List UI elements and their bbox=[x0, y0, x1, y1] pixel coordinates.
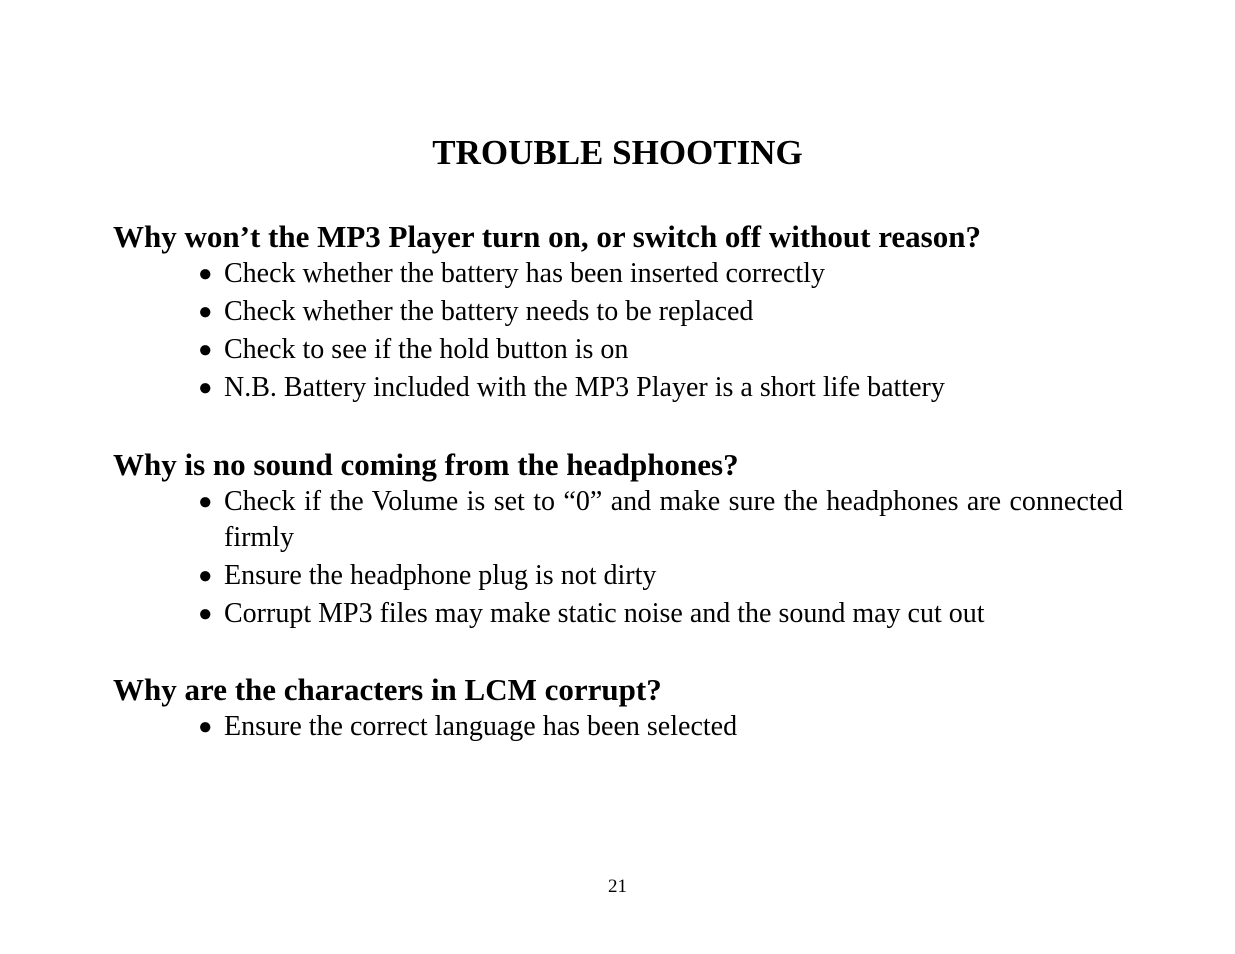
list-item bbox=[113, 709, 1123, 745]
list-item-text: Check to see if the hold button is on bbox=[224, 334, 629, 365]
bullet-icon: ● bbox=[198, 714, 213, 740]
page-title: TROUBLE SHOOTING bbox=[432, 133, 803, 172]
list-item-text: Ensure the correct language has been selected bbox=[224, 711, 738, 742]
section-lcm bbox=[113, 671, 1123, 747]
list-item bbox=[113, 370, 1123, 406]
list-item-text: Corrupt MP3 files may make static noise and the sound may cut out bbox=[224, 598, 985, 629]
bullet-list bbox=[113, 256, 1123, 406]
list-item bbox=[113, 596, 1123, 632]
bullet-icon: ● bbox=[198, 261, 213, 287]
bullet-icon: ● bbox=[198, 563, 213, 589]
section-power bbox=[113, 218, 1123, 408]
section-question: Why won’t the MP3 Player turn on, or switch off without reason? bbox=[113, 219, 981, 254]
list-item-text: Check whether the battery needs to be replaced bbox=[224, 296, 754, 327]
bullet-icon: ● bbox=[198, 337, 213, 363]
list-item bbox=[113, 558, 1123, 594]
list-item bbox=[113, 294, 1123, 330]
section-question: Why is no sound coming from the headphones? bbox=[113, 447, 739, 482]
bullet-icon: ● bbox=[198, 601, 213, 627]
list-item bbox=[113, 484, 1123, 556]
bullet-icon: ● bbox=[198, 489, 213, 515]
list-item-text: Ensure the headphone plug is not dirty bbox=[224, 560, 657, 591]
list-item-text: Check if the Volume is set to “0” and make sure the headphones are connected firmly bbox=[224, 486, 1123, 553]
section-sound bbox=[113, 446, 1123, 634]
section-question: Why are the characters in LCM corrupt? bbox=[113, 672, 662, 707]
page-number: 21 bbox=[608, 876, 627, 897]
bullet-list bbox=[113, 709, 1123, 745]
list-item-text: N.B. Battery included with the MP3 Player is a short life battery bbox=[224, 372, 945, 403]
list-item bbox=[113, 256, 1123, 292]
bullet-list bbox=[113, 484, 1123, 632]
bullet-icon: ● bbox=[198, 375, 213, 401]
bullet-icon: ● bbox=[198, 299, 213, 325]
list-item-text: Check whether the battery has been inserted correctly bbox=[224, 258, 825, 289]
list-item bbox=[113, 332, 1123, 368]
